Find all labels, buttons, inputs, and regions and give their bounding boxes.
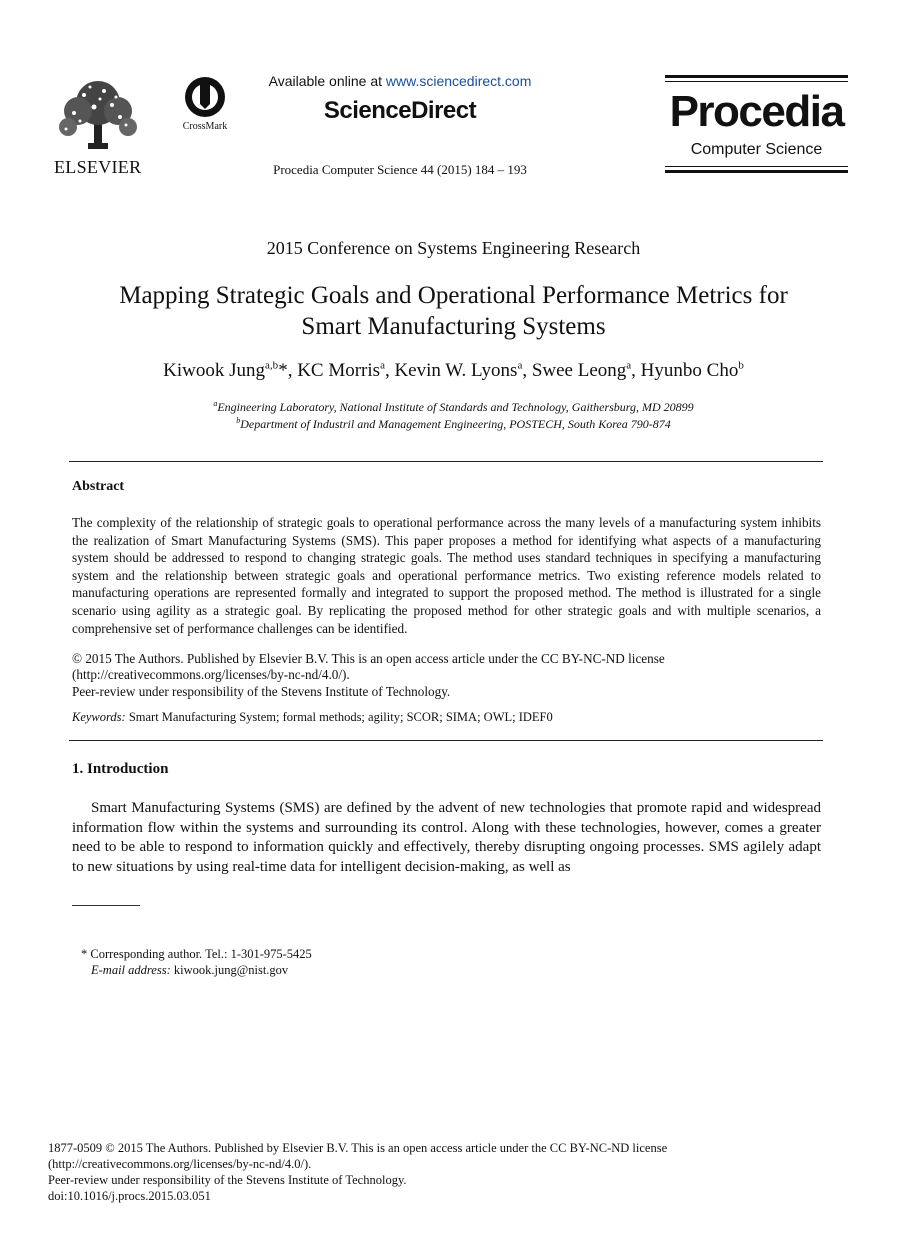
email-label: E-mail address:	[91, 963, 171, 977]
paper-title-line-2: Smart Manufacturing Systems	[301, 313, 606, 340]
author: Swee Leong$^a$,	[531, 360, 641, 382]
license-line-2[interactable]: (http://creativecommons.org/licenses/by-nc-nd/4.0/).	[72, 667, 350, 683]
sciencedirect-logo: ScienceDirect	[323, 97, 477, 124]
corresponding-author-note: * Corresponding author. Tel.: 1-301-975-5425	[81, 947, 312, 961]
author-list	[0, 360, 907, 382]
keywords-list: Smart Manufacturing System; formal methods; agility; SCOR; SIMA; OWL; IDEF0	[125, 710, 553, 724]
journal-reference: Procedia Computer Science 44 (2015) 184 – 193	[273, 162, 527, 177]
author: Kevin W. Lyons$^a$,	[394, 360, 532, 382]
email-address[interactable]: kiwook.jung@nist.gov	[170, 963, 289, 977]
procedia-wordmark: Procedia	[669, 87, 844, 136]
footer-doi[interactable]: doi:10.1016/j.procs.2015.03.051	[48, 1189, 211, 1203]
crossmark-icon	[183, 75, 227, 119]
affiliation-b: $^b$Department of Industril and Management Engineering, POSTECH, South Korea 790-874	[236, 416, 671, 431]
license-line-1: © 2015 The Authors. Published by Elsevier B.V. This is an open access article under the CC BY-NC-ND license	[72, 651, 665, 666]
elsevier-logo-text: ELSEVIER	[54, 157, 142, 177]
procedia-logo	[665, 75, 848, 175]
footer-peer-review: Peer-review under responsibility of the Stevens Institute of Technology.	[48, 1173, 407, 1187]
footer-license-line: 1877-0509 © 2015 The Authors. Published by Elsevier B.V. This is an open access article under the CC BY-NC-ND license	[48, 1141, 668, 1155]
footer-license-url[interactable]: (http://creativecommons.org/licenses/by-nc-nd/4.0/).	[48, 1157, 312, 1171]
license-notice	[72, 651, 821, 700]
email-note	[91, 962, 691, 978]
conference-name: 2015 Conference on Systems Engineering Research	[266, 238, 641, 258]
introduction-body: Smart Manufacturing Systems (SMS) are defined by the advent of new technologies that promote rapid and widespread information flow within the systems and surrounding its control. Along with these technologies, however, comes a greater need to be able to respond to information quickly and effectively, thereby disrupting ongoing processes. SMS agilely adapt to new situations by using real-time data for intelligent decision-making, as well as	[72, 800, 821, 875]
affiliation-a: $^a$Engineering Laboratory, National Institute of Standards and Technology, Gaithersburg, MD 20899	[213, 399, 694, 414]
crossmark-badge[interactable]	[175, 75, 235, 132]
paper-title-line-1: Mapping Strategic Goals and Operational Performance Metrics for	[119, 282, 788, 309]
sciencedirect-link[interactable]: www.sciencedirect.com	[385, 73, 532, 89]
abstract-body: The complexity of the relationship of strategic goals to operational performance across the many levels of a manufacturing system inhibits the realization of Smart Manufacturing Systems (SMS). This paper proposes a method for identifying what aspects of a manufacturing system should be addressed to respond to changing strategic goals. The method uses standard techniques in specifying a manufacturing system and the relationship between strategic goals and operational performance metrics. Two existing reference models related to manufacturing operations are represented formally and integrated to support the proposed method. The method is illustrated for a single scenario using agility as a strategic goal. By replicating the proposed method for other strategic goals and with multiple scenarios, a comprehensive set of performance challenges can be identified.	[72, 515, 821, 636]
keywords-label: Keywords:	[72, 710, 126, 724]
footnote-rule	[72, 905, 140, 906]
abstract-heading: Abstract	[72, 479, 125, 494]
divider-top	[69, 461, 823, 462]
elsevier-tree-logo	[54, 77, 142, 153]
author: Kiwook Jung$^{a,b}$*,	[163, 360, 298, 382]
procedia-bottom-rule-thin	[665, 166, 848, 167]
crossmark-label: CrossMark	[182, 121, 228, 132]
introduction-heading: 1. Introduction	[72, 761, 169, 777]
procedia-top-rule	[665, 75, 848, 78]
divider-bottom	[69, 740, 823, 741]
procedia-bottom-rule	[665, 170, 848, 173]
keywords	[72, 709, 821, 725]
available-prefix: Available online at	[268, 73, 386, 89]
peer-review-line: Peer-review under responsibility of the Stevens Institute of Technology.	[72, 683, 451, 699]
author: Hyunbo Cho$^b$	[640, 360, 744, 382]
availability-line	[250, 73, 550, 89]
paper-title	[60, 280, 847, 342]
procedia-top-rule-thin	[665, 81, 848, 82]
procedia-subtitle: Computer Science	[690, 141, 823, 158]
author: KC Morris$^a$,	[297, 360, 395, 382]
